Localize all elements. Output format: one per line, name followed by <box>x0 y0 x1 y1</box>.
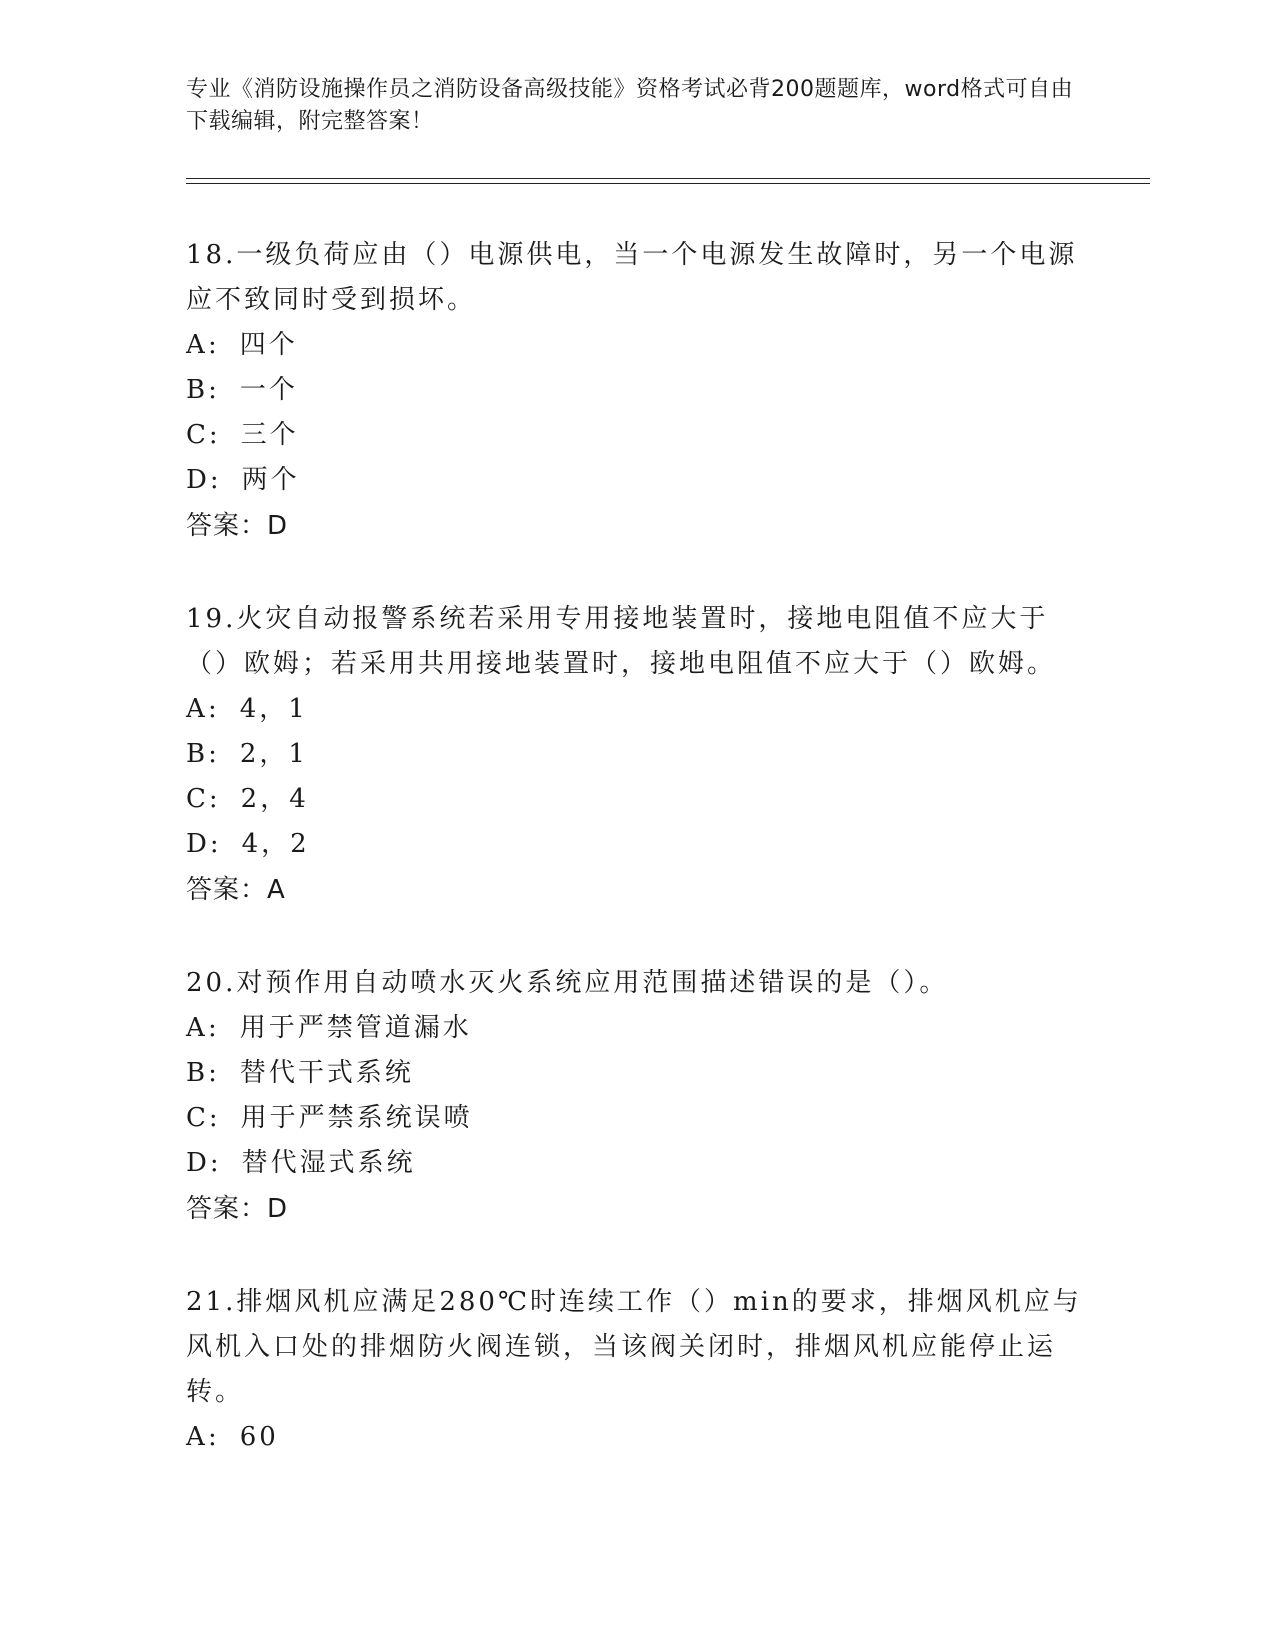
option-a <box>186 1006 1086 1051</box>
question-stem: 21.排烟风机应满足280℃时连续工作（）min的要求，排烟风机应与风机入口处的排烟防火阀连锁，当该阀关闭时，排烟风机应能停止运转。 <box>186 1287 1082 1407</box>
header-text: 专业《消防设施操作员之消防设备高级技能》资格考试必背200题题库，word格式可自由下载编辑，附完整答案！ <box>186 77 1074 134</box>
question-21 <box>186 1280 1086 1460</box>
question-stem: 20.对预作用自动喷水灭火系统应用范围描述错误的是（）。 <box>186 968 949 998</box>
option-text: 一个 <box>239 375 298 405</box>
option-text: 2，4 <box>240 784 309 814</box>
option-key: C <box>186 1103 209 1133</box>
answer-line: 答案：D <box>186 1194 289 1224</box>
option-text: 用于严禁管道漏水 <box>239 1013 472 1043</box>
option-b <box>186 1051 1086 1096</box>
question-19 <box>186 597 1086 913</box>
answer-line: 答案：D <box>186 511 289 541</box>
option-a <box>186 323 1086 368</box>
option-separator: : <box>208 375 220 405</box>
option-text: 三个 <box>240 420 299 450</box>
option-text: 用于严禁系统误喷 <box>240 1103 473 1133</box>
question-stem: 19.火灾自动报警系统若采用专用接地装置时，接地电阻值不应大于（）欧姆；若采用共用接地装置时，接地电阻值不应大于（）欧姆。 <box>186 604 1057 679</box>
option-key: A <box>186 1422 208 1452</box>
option-separator: : <box>208 420 221 450</box>
option-text: 替代干式系统 <box>239 1058 414 1088</box>
question-20 <box>186 961 1086 1232</box>
option-separator: : <box>208 1103 221 1133</box>
option-text: 替代湿式系统 <box>241 1148 416 1178</box>
option-key: D <box>186 465 210 495</box>
option-c <box>186 413 1086 458</box>
option-text: 4，2 <box>241 829 310 859</box>
option-key: D <box>186 1148 210 1178</box>
option-d <box>186 1141 1086 1186</box>
option-separator: : <box>209 1148 222 1178</box>
header-divider-bottom <box>186 183 1150 184</box>
option-a <box>186 687 1086 732</box>
question-stem: 18.一级负荷应由（）电源供电，当一个电源发生故障时，另一个电源应不致同时受到损坏。 <box>186 240 1078 315</box>
option-d <box>186 822 1086 867</box>
option-key: C <box>186 784 209 814</box>
option-text: 4，1 <box>239 694 308 724</box>
option-separator: : <box>208 1013 220 1043</box>
option-separator: : <box>208 330 220 360</box>
option-key: B <box>186 1058 209 1088</box>
option-text: 四个 <box>239 330 298 360</box>
option-separator: : <box>209 829 222 859</box>
option-separator: : <box>208 739 220 769</box>
option-a <box>186 1415 1086 1460</box>
option-key: B <box>186 375 209 405</box>
option-key: B <box>186 739 209 769</box>
option-text: 两个 <box>241 465 300 495</box>
question-18 <box>186 233 1086 549</box>
option-b <box>186 368 1086 413</box>
option-key: C <box>186 420 209 450</box>
option-separator: : <box>209 465 222 495</box>
document-header <box>186 74 1086 138</box>
option-key: A <box>186 330 208 360</box>
option-b <box>186 732 1086 777</box>
option-text: 60 <box>239 1422 279 1452</box>
answer-line: 答案：A <box>186 875 286 905</box>
option-key: A <box>186 1013 208 1043</box>
option-d <box>186 458 1086 503</box>
option-c <box>186 1096 1086 1141</box>
option-c <box>186 777 1086 822</box>
option-separator: : <box>208 694 220 724</box>
option-text: 2，1 <box>239 739 308 769</box>
option-separator: : <box>208 1422 220 1452</box>
option-key: D <box>186 829 210 859</box>
header-divider-top <box>186 178 1150 179</box>
option-separator: : <box>208 1058 220 1088</box>
option-separator: : <box>208 784 221 814</box>
option-key: A <box>186 694 208 724</box>
